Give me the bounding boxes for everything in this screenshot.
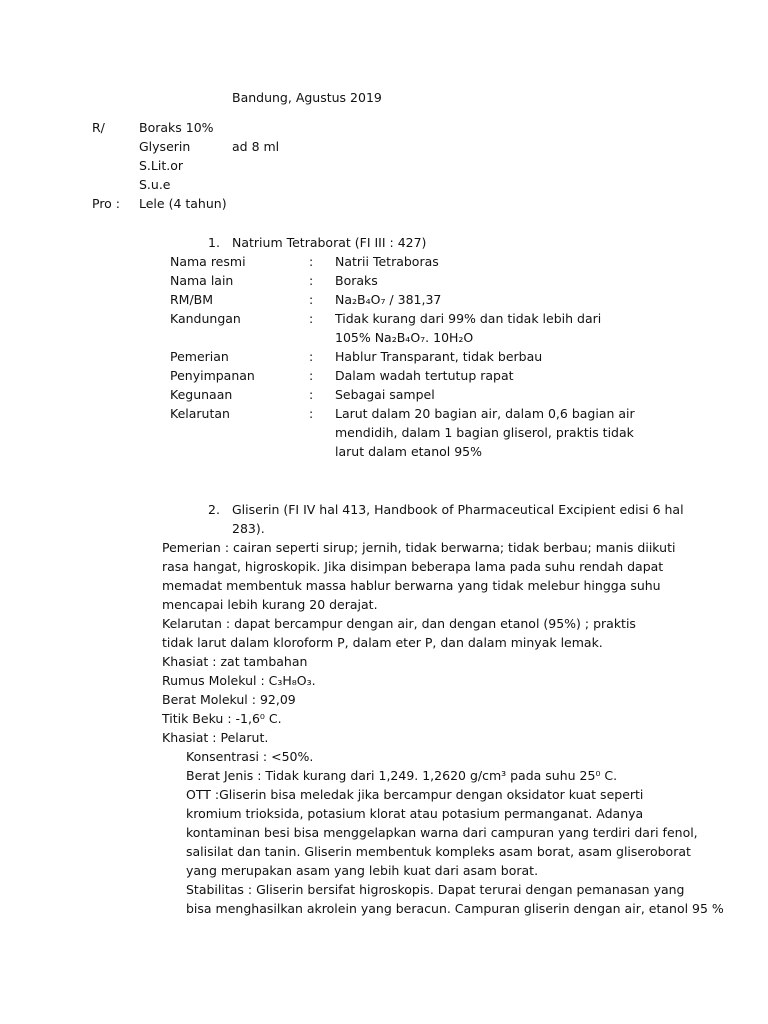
property-value: Sebagai sampel bbox=[335, 387, 435, 402]
property-value: Natrii Tetraboras bbox=[335, 254, 439, 269]
pemerian-line: rasa hangat, higroskopik. Jika disimpan beberapa lama pada suhu rendah dapat bbox=[162, 559, 664, 574]
property-sep: : bbox=[309, 311, 314, 326]
pro-label: Pro : bbox=[92, 196, 121, 211]
property-sep: : bbox=[309, 387, 314, 402]
property-row bbox=[170, 309, 650, 328]
property-value: Hablur Transparant, tidak berbau bbox=[335, 349, 543, 364]
stabilitas-line: bisa menghasilkan akrolein yang beracun. Campuran gliserin dengan air, etanol 95 % bbox=[186, 901, 724, 916]
rumus-molekul-line: Rumus Molekul : C₃H₈O₃. bbox=[162, 673, 316, 688]
khasiat-line: Khasiat : Pelarut. bbox=[162, 730, 269, 745]
property-value: 105% Na₂B₄O₇. 10H₂O bbox=[335, 330, 474, 345]
property-row-continued bbox=[170, 423, 650, 442]
property-row bbox=[170, 290, 650, 309]
ott-line: kromium trioksida, potasium klorat atau potasium permanganat. Adanya bbox=[186, 806, 644, 821]
property-sep: : bbox=[309, 349, 314, 364]
recipe-item-name: S.u.e bbox=[139, 177, 171, 192]
ott-line: OTT :Gliserin bisa meledak jika bercampur dengan oksidator kuat seperti bbox=[186, 787, 644, 802]
pemerian-line: memadat membentuk massa hablur berwarna yang tidak melebur hingga suhu bbox=[162, 578, 661, 593]
place-date: Bandung, Agustus 2019 bbox=[232, 90, 382, 105]
section-1-number: 1. bbox=[208, 235, 220, 250]
recipe-item-name: Glyserin bbox=[139, 139, 191, 154]
kelarutan-line: Kelarutan : dapat bercampur dengan air, dan dengan etanol (95%) ; praktis bbox=[162, 616, 636, 631]
property-row bbox=[170, 347, 650, 366]
property-sep: : bbox=[309, 406, 314, 421]
property-row bbox=[170, 404, 650, 423]
property-value: Tidak kurang dari 99% dan tidak lebih dari bbox=[335, 311, 602, 326]
ott-line: yang merupakan asam yang lebih kuat dari asam borat. bbox=[186, 863, 539, 878]
pro-value: Lele (4 tahun) bbox=[139, 196, 227, 211]
berat-jenis-line: Berat Jenis : Tidak kurang dari 1,249. 1,2620 g/cm³ pada suhu 25⁰ C. bbox=[186, 768, 618, 783]
property-row bbox=[170, 271, 650, 290]
recipe-item-name: Boraks 10% bbox=[139, 120, 214, 135]
property-key: Pemerian bbox=[170, 349, 229, 364]
property-value: mendidih, dalam 1 bagian gliserol, praktis tidak bbox=[335, 425, 634, 440]
property-key: Kandungan bbox=[170, 311, 241, 326]
property-sep: : bbox=[309, 254, 314, 269]
property-value: Dalam wadah tertutup rapat bbox=[335, 368, 514, 383]
section-1-title: Natrium Tetraborat (FI III : 427) bbox=[232, 235, 427, 250]
property-key: Nama lain bbox=[170, 273, 234, 288]
berat-molekul-line: Berat Molekul : 92,09 bbox=[162, 692, 296, 707]
pemerian-line: Pemerian : cairan seperti sirup; jernih, tidak berwarna; tidak berbau; manis diikuti bbox=[162, 540, 676, 555]
section-2-number: 2. bbox=[208, 502, 220, 517]
stabilitas-line: Stabilitas : Gliserin bersifat higroskopis. Dapat terurai dengan pemanasan yang bbox=[186, 882, 685, 897]
property-sep: : bbox=[309, 273, 314, 288]
ott-line: kontaminan besi bisa menggelapkan warna dari campuran yang terdiri dari fenol, bbox=[186, 825, 698, 840]
pemerian-line: mencapai lebih kurang 20 derajat. bbox=[162, 597, 378, 612]
property-value: larut dalam etanol 95% bbox=[335, 444, 482, 459]
property-key: Nama resmi bbox=[170, 254, 246, 269]
property-row bbox=[170, 366, 650, 385]
property-value: Na₂B₄O₇ / 381,37 bbox=[335, 292, 442, 307]
konsentrasi-line: Konsentrasi : <50%. bbox=[186, 749, 314, 764]
recipe-item-qty: ad 8 ml bbox=[232, 139, 280, 154]
property-key: Penyimpanan bbox=[170, 368, 255, 383]
property-sep: : bbox=[309, 292, 314, 307]
recipe-label: R/ bbox=[92, 120, 105, 135]
property-value: Boraks bbox=[335, 273, 378, 288]
property-row bbox=[170, 252, 650, 271]
section-2-title: 283). bbox=[232, 521, 265, 536]
property-sep: : bbox=[309, 368, 314, 383]
section-2-title: Gliserin (FI IV hal 413, Handbook of Pharmaceutical Excipient edisi 6 hal bbox=[232, 502, 684, 517]
recipe-item-name: S.Lit.or bbox=[139, 158, 184, 173]
kelarutan-line: tidak larut dalam kloroform P, dalam eter P, dan dalam minyak lemak. bbox=[162, 635, 603, 650]
khasiat-line: Khasiat : zat tambahan bbox=[162, 654, 308, 669]
property-row-continued bbox=[170, 328, 650, 347]
titik-beku-line: Titik Beku : -1,6⁰ C. bbox=[162, 711, 282, 726]
property-row-continued bbox=[170, 442, 650, 461]
property-row bbox=[170, 385, 650, 404]
property-key: Kegunaan bbox=[170, 387, 233, 402]
property-key: RM/BM bbox=[170, 292, 214, 307]
property-key: Kelarutan bbox=[170, 406, 230, 421]
property-value: Larut dalam 20 bagian air, dalam 0,6 bagian air bbox=[335, 406, 635, 421]
ott-line: salisilat dan tanin. Gliserin membentuk kompleks asam borat, asam gliseroborat bbox=[186, 844, 691, 859]
